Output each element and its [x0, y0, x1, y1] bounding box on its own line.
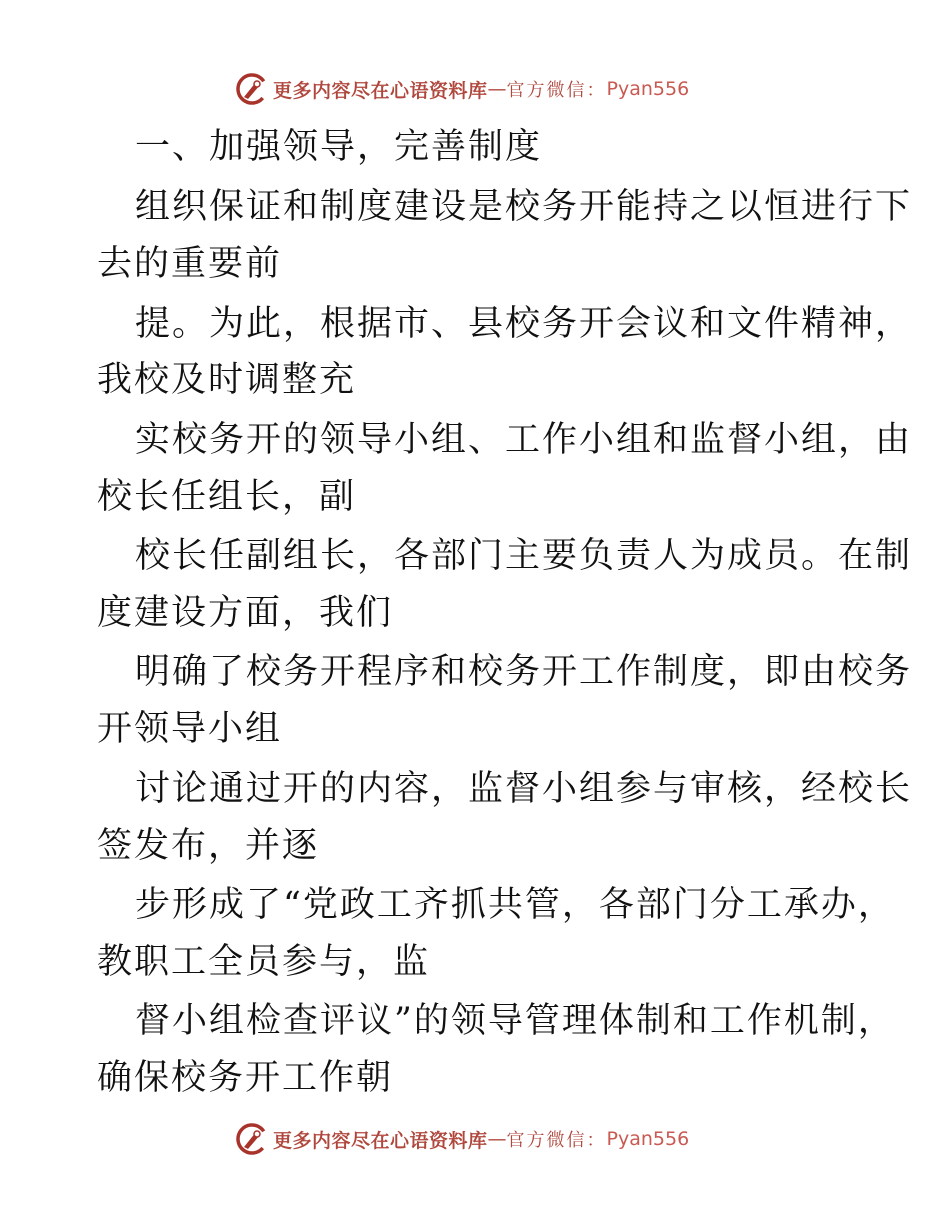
text-line: 开领导小组 — [97, 709, 283, 749]
text-line: 校长任组长，副 — [97, 477, 357, 517]
section-heading: 一、加强领导，完善制度 — [135, 127, 543, 167]
text-line: 教职工全员参与，监 — [97, 942, 431, 982]
text-line: 讨论通过开的内容，监督小组参与审核，经校长 — [135, 769, 913, 809]
text-line: 明确了校务开程序和校务开工作制度，即由校务 — [135, 652, 913, 692]
logo-icon — [235, 1122, 269, 1156]
text-line: 组织保证和制度建设是校务开能持之以恒进行下 — [135, 187, 913, 227]
text-line: 去的重要前 — [97, 244, 283, 284]
header-watermark — [235, 72, 689, 106]
banner-title: 更多内容尽在心语资料库 — [273, 1129, 488, 1152]
banner-wechat-id: Pyan556 — [606, 1128, 690, 1150]
text-line: 提。为此，根据市、县校务开会议和文件精神， — [135, 304, 913, 344]
footer-watermark — [235, 1122, 689, 1156]
banner-wechat-id: Pyan556 — [606, 78, 690, 100]
text-line: 督小组检查评议”的领导管理体制和工作机制， — [135, 1001, 895, 1041]
text-line: 度建设方面，我们 — [97, 593, 394, 633]
text-line: 签发布，并逐 — [97, 826, 320, 866]
text-line: 确保校务开工作朝 — [97, 1058, 394, 1098]
text-line: 步形成了“党政工齐抓共管，各部门分工承办， — [135, 885, 895, 925]
banner-dash: — — [487, 1128, 507, 1150]
banner-title: 更多内容尽在心语资料库 — [273, 79, 488, 102]
logo-icon — [235, 72, 269, 106]
banner-dash: — — [487, 78, 507, 100]
text-line: 实校务开的领导小组、工作小组和监督小组，由 — [135, 420, 913, 460]
banner-wechat-label: 官方微信： — [506, 80, 607, 101]
text-line: 校长任副组长，各部门主要负责人为成员。在制 — [135, 536, 913, 576]
text-line: 我校及时调整充 — [97, 360, 357, 400]
banner-wechat-label: 官方微信： — [506, 1130, 607, 1151]
